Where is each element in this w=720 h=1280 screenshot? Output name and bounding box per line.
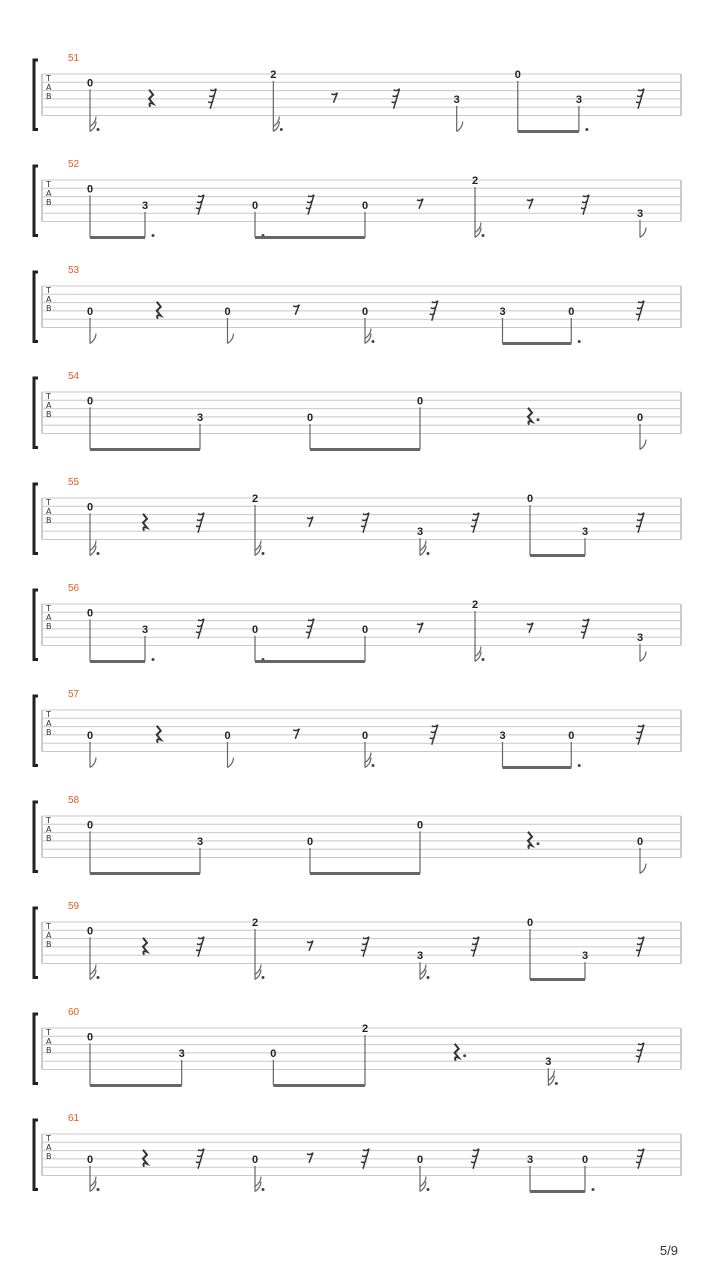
fret-number: 3 (636, 208, 644, 221)
fret-number: 0 (416, 395, 424, 408)
tab-clef-letter: A (46, 295, 52, 304)
dot (482, 658, 485, 661)
note-flag (90, 758, 96, 768)
measure-number: 54 (68, 371, 80, 382)
fret-number: 0 (270, 1047, 277, 1060)
fret-number: 3 (416, 526, 424, 539)
quarter-rest (143, 938, 147, 955)
system-bracket (34, 802, 38, 872)
dot (578, 340, 581, 343)
eighth-rest (417, 199, 423, 209)
dot (280, 128, 283, 131)
eighth-rest (527, 623, 533, 633)
eighth-rest (417, 623, 423, 633)
fret-number: 0 (526, 493, 534, 505)
fret-number: 0 (86, 77, 94, 90)
dot (463, 1054, 466, 1057)
quarter-rest (157, 726, 161, 743)
system-bracket (34, 166, 38, 236)
measure-number: 55 (68, 477, 80, 488)
fret-number: 3 (581, 950, 589, 963)
dot (97, 1188, 100, 1191)
measure-number: 56 (68, 583, 80, 594)
fret-number: 3 (545, 1056, 552, 1069)
dot (262, 1188, 265, 1191)
system-bracket (34, 1014, 38, 1084)
dot (578, 764, 581, 767)
dot (97, 976, 100, 979)
fret-number: 0 (86, 395, 94, 408)
fret-number: 3 (178, 1047, 185, 1060)
tab-clef-letter: T (46, 180, 51, 189)
dot (537, 418, 540, 421)
fret-number: 0 (86, 729, 94, 742)
fret-number: 0 (361, 623, 369, 636)
measure-number: 51 (68, 53, 80, 64)
tab-clef-letter: A (46, 401, 52, 410)
quarter-rest (143, 1150, 147, 1167)
tab-clef-letter: B (46, 622, 52, 631)
dot (427, 976, 430, 979)
tab-clef-letter: A (46, 825, 52, 834)
quarter-rest (455, 1044, 459, 1061)
system-bracket (34, 908, 38, 978)
note-flag (228, 758, 234, 768)
eighth-rest (293, 305, 299, 315)
tab-clef-letter: T (46, 74, 51, 83)
tab-clef-letter: B (46, 834, 52, 843)
tab-clef-letter: B (46, 516, 52, 525)
fret-number: 0 (306, 411, 314, 424)
dot (372, 764, 375, 767)
tab-clef-letter: A (46, 1037, 52, 1046)
tab-clef-letter: A (46, 613, 52, 622)
system-bracket (34, 1120, 38, 1190)
fret-number: 0 (636, 835, 644, 848)
fret-number: 0 (636, 411, 644, 424)
tab-clef-letter: T (46, 604, 51, 613)
fret-number: 0 (306, 835, 314, 848)
fret-number: 2 (471, 175, 479, 187)
tab-clef-letter: A (46, 189, 52, 198)
system-bracket (34, 696, 38, 766)
fret-number: 0 (86, 501, 94, 514)
fret-number: 0 (581, 1153, 589, 1166)
fret-number: 3 (141, 199, 149, 212)
tab-clef-letter: T (46, 816, 51, 825)
tab-clef-letter: B (46, 198, 52, 207)
dot (555, 1082, 558, 1085)
dot (427, 1188, 430, 1191)
tab-clef-letter: T (46, 392, 51, 401)
fret-number: 0 (86, 305, 94, 318)
dot (482, 234, 485, 237)
measure-number: 59 (68, 901, 80, 912)
fret-number: 0 (251, 199, 259, 212)
fret-number: 0 (86, 925, 94, 938)
dot (427, 552, 430, 555)
fret-number: 0 (361, 305, 369, 318)
tab-clef-letter: A (46, 507, 52, 516)
fret-number: 0 (86, 819, 94, 832)
fret-number: 0 (514, 69, 521, 81)
fret-number: 0 (361, 199, 369, 212)
fret-number: 2 (361, 1023, 369, 1035)
tab-clef-letter: B (46, 304, 52, 313)
fret-number: 3 (499, 729, 506, 742)
fret-number: 3 (581, 526, 589, 539)
dot (97, 552, 100, 555)
note-flag (640, 228, 646, 238)
fret-number: 0 (86, 183, 94, 196)
eighth-rest (307, 1153, 313, 1163)
fret-number: 0 (224, 305, 231, 318)
note-flag (228, 334, 234, 344)
dot (152, 234, 155, 237)
dot (97, 128, 100, 131)
measure-number: 57 (68, 689, 80, 700)
note-flag (640, 652, 646, 662)
tab-clef-letter: B (46, 410, 52, 419)
dot (152, 658, 155, 661)
tab-clef-letter: T (46, 498, 51, 507)
fret-number: 0 (526, 917, 534, 929)
dot (592, 1188, 595, 1191)
fret-number: 2 (270, 69, 277, 81)
system-bracket (34, 272, 38, 342)
fret-number: 3 (141, 623, 149, 636)
system-bracket (34, 378, 38, 448)
eighth-rest (527, 199, 533, 209)
note-flag (457, 122, 463, 132)
system-bracket (34, 60, 38, 130)
tab-clef-letter: A (46, 83, 52, 92)
tab-clef-letter: A (46, 719, 52, 728)
fret-number: 0 (86, 1153, 94, 1166)
dot (262, 552, 265, 555)
tab-clef-letter: B (46, 1152, 52, 1161)
quarter-rest (143, 514, 147, 531)
quarter-rest (528, 832, 532, 849)
fret-number: 2 (471, 599, 479, 611)
tab-clef-letter: B (46, 1046, 52, 1055)
fret-number: 0 (361, 729, 369, 742)
dot (262, 976, 265, 979)
fret-number: 0 (416, 819, 424, 832)
fret-number: 3 (499, 305, 506, 318)
page-number: 5/9 (659, 1243, 678, 1258)
fret-number: 0 (86, 607, 94, 620)
fret-number: 0 (416, 1153, 424, 1166)
fret-number: 0 (86, 1031, 94, 1044)
measure-number: 52 (68, 159, 80, 170)
fret-number: 2 (251, 917, 259, 929)
tab-clef-letter: B (46, 940, 52, 949)
eighth-rest (293, 729, 299, 739)
note-flag (90, 334, 96, 344)
measure-number: 61 (68, 1113, 80, 1124)
fret-number: 3 (453, 93, 460, 106)
quarter-rest (528, 408, 532, 425)
fret-number: 3 (196, 835, 204, 848)
fret-number: 0 (251, 623, 259, 636)
tab-clef-letter: T (46, 710, 51, 719)
measure-number: 58 (68, 795, 80, 806)
tab-clef-letter: B (46, 92, 52, 101)
tab-clef-letter: T (46, 286, 51, 295)
dot (537, 842, 540, 845)
fret-number: 3 (636, 632, 644, 645)
tab-clef-letter: T (46, 922, 51, 931)
fret-number: 3 (526, 1153, 534, 1166)
quarter-rest (149, 90, 153, 107)
tab-clef-letter: A (46, 1143, 52, 1152)
dot (372, 340, 375, 343)
quarter-rest (157, 302, 161, 319)
note-flag (640, 864, 646, 874)
fret-number: 0 (224, 729, 231, 742)
measure-number: 53 (68, 265, 80, 276)
tab-clef-letter: T (46, 1134, 51, 1143)
tab-clef-letter: T (46, 1028, 51, 1037)
fret-number: 0 (568, 305, 575, 318)
eighth-rest (331, 93, 337, 103)
measure-number: 60 (68, 1007, 80, 1018)
note-flag (640, 440, 646, 450)
fret-number: 2 (251, 493, 259, 505)
tab-clef-letter: B (46, 728, 52, 737)
eighth-rest (307, 517, 313, 527)
fret-number: 0 (568, 729, 575, 742)
dot (585, 128, 588, 131)
tab-clef-letter: A (46, 931, 52, 940)
fret-number: 3 (575, 93, 582, 106)
fret-number: 0 (251, 1153, 259, 1166)
fret-number: 3 (416, 950, 424, 963)
eighth-rest (307, 941, 313, 951)
system-bracket (34, 484, 38, 554)
system-bracket (34, 590, 38, 660)
fret-number: 3 (196, 411, 204, 424)
